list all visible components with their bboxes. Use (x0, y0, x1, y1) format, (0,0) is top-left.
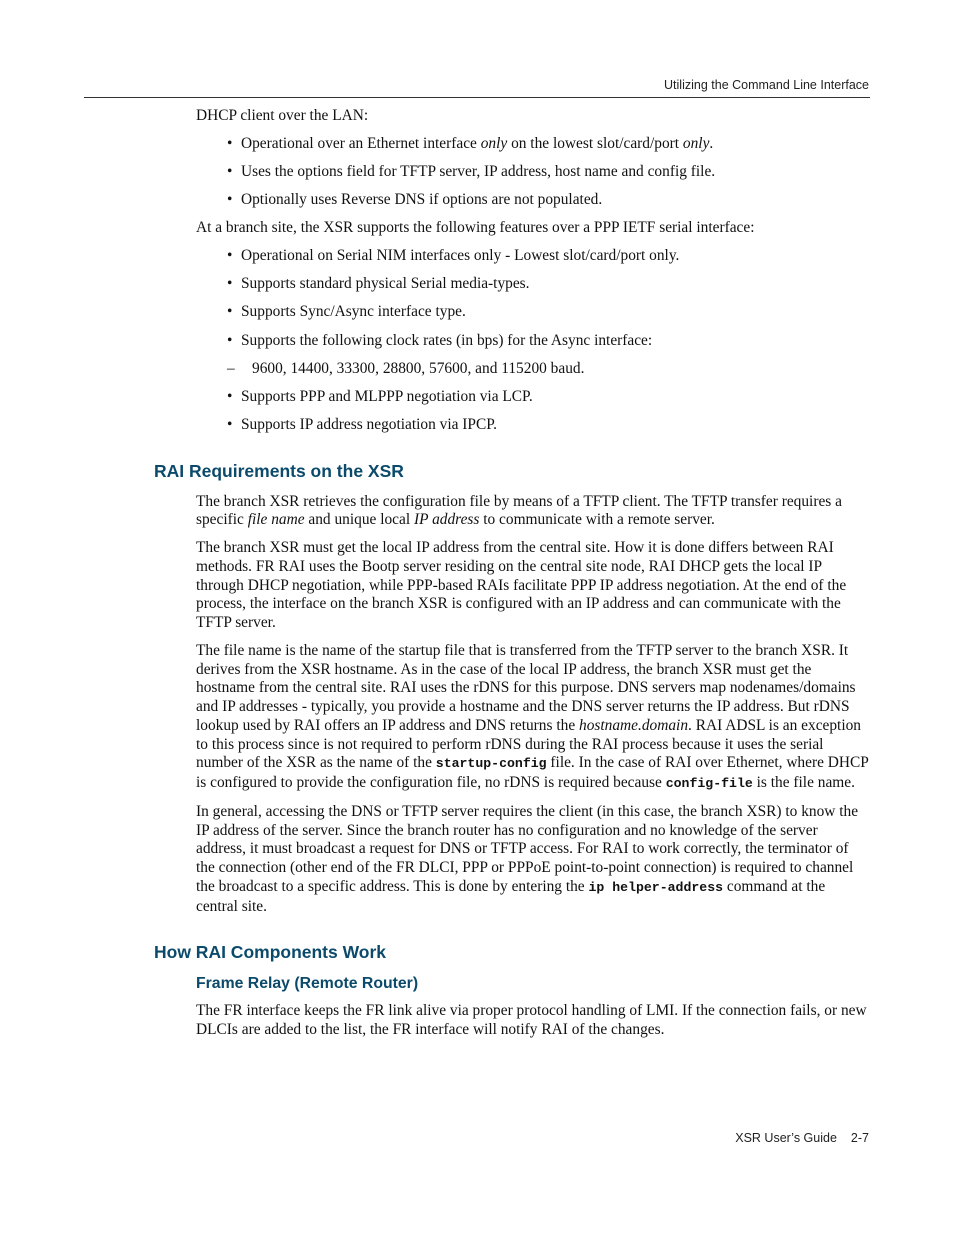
page-footer (735, 1131, 869, 1145)
list-item: • Operational over an Ethernet interface only on the lowest slot/card/port only. (196, 135, 870, 154)
list-item: • Uses the options field for TFTP server, IP address, host name and config file. (196, 163, 870, 182)
section-heading-rai-requirements: RAI Requirements on the XSR (154, 460, 404, 481)
running-header: Utilizing the Command Line Interface (664, 78, 869, 92)
list-item: • Operational on Serial NIM interfaces only - Lowest slot/card/port only. (196, 247, 870, 266)
intro-lead: DHCP client over the LAN: (196, 107, 369, 124)
branch-lead: At a branch site, the XSR supports the following features over a PPP IETF serial interface: (196, 219, 755, 237)
page-number: 2-7 (850, 1131, 869, 1145)
clock-rates-subitem: – 9600, 14400, 33300, 28800, 57600, and 115200 baud. (196, 360, 870, 379)
startup-config-code: startup-config (435, 756, 547, 772)
config-file-code: config-file (665, 775, 753, 791)
list-item: • Supports standard physical Serial media-types. (196, 275, 870, 294)
rai-paragraph-1: The branch XSR retrieves the configuration file by means of a TFTP client. The TFTP transfer requires a specific file name and unique local IP address to communicate with a remote server. (196, 492, 842, 529)
rai-paragraph-3: The file name is the name of the startup file that is transferred from the TFTP server to the branch XSR. It derives from the XSR hostname. As in the case of the local IP address, the branch XSR must get the hostname from the central site. RAI uses the rDNS for this purpose. DNS servers map nodenames/domains and IP addresses - typically, you provide a hostname and the DNS server returns the IP address. But rDNS lookup used by RAI offers an IP address and DNS returns the hostname.domain. RAI ADSL is an exception to this process since is not required to perform rDNS during the RAI process because it uses the serial number of the XSR as the name of the startup-config file. In the case of RAI over Ethernet, where DHCP is configured to provide the configuration file, no rDNS is required because config-file is the file name. (196, 642, 869, 791)
footer-guide-title: XSR User’s Guide (735, 1131, 837, 1145)
dhcp-bullet-list (196, 135, 870, 210)
list-item: • Supports PPP and MLPPP negotiation via LCP. (196, 388, 870, 407)
page-body (154, 107, 870, 1049)
list-item: • Supports the following clock rates (in bps) for the Async interface: (196, 332, 870, 351)
header-rule (84, 97, 870, 98)
list-item: • Optionally uses Reverse DNS if options are not populated. (196, 191, 870, 210)
rai-paragraph-2: The branch XSR must get the local IP address from the central site. How it is done differs between RAI methods. FR RAI uses the Bootp server residing on the central site node, RAI DHCP gets the local IP through DHCP negotiation, while PPP-based RAIs facilitate PPP IP address negotiation. At the end of the process, the interface on the branch XSR is configured with an IP address and can communicate with the TFTP server. (196, 539, 847, 632)
subsection-heading-frame-relay: Frame Relay (Remote Router) (196, 975, 419, 993)
ppp-bullet-list (196, 247, 870, 434)
list-item: • Supports Sync/Async interface type. (196, 303, 870, 322)
section-heading-rai-components: How RAI Components Work (154, 942, 387, 963)
frame-relay-paragraph: The FR interface keeps the FR link alive via proper protocol handling of LMI. If the connection fails, or new DLCIs are added to the list, the FR interface will notify RAI of the changes. (196, 1002, 867, 1038)
list-item: • Supports IP address negotiation via IPCP. (196, 416, 870, 435)
rai-paragraph-4: In general, accessing the DNS or TFTP server requires the client (in this case, the branch XSR) to know the IP address of the server. Since the branch router has no configuration and no knowledge of the server address, it must broadcast a request for DNS or TFTP access. For RAI to work correctly, the terminator of the connection (other end of the FR DLCI, PPP or PPPoE point-to-point connection) is required to channel the broadcast to a specific address. This is done by entering the ip helper-address command at the central site. (196, 802, 859, 915)
ip-helper-address-code: ip helper-address (588, 879, 724, 895)
